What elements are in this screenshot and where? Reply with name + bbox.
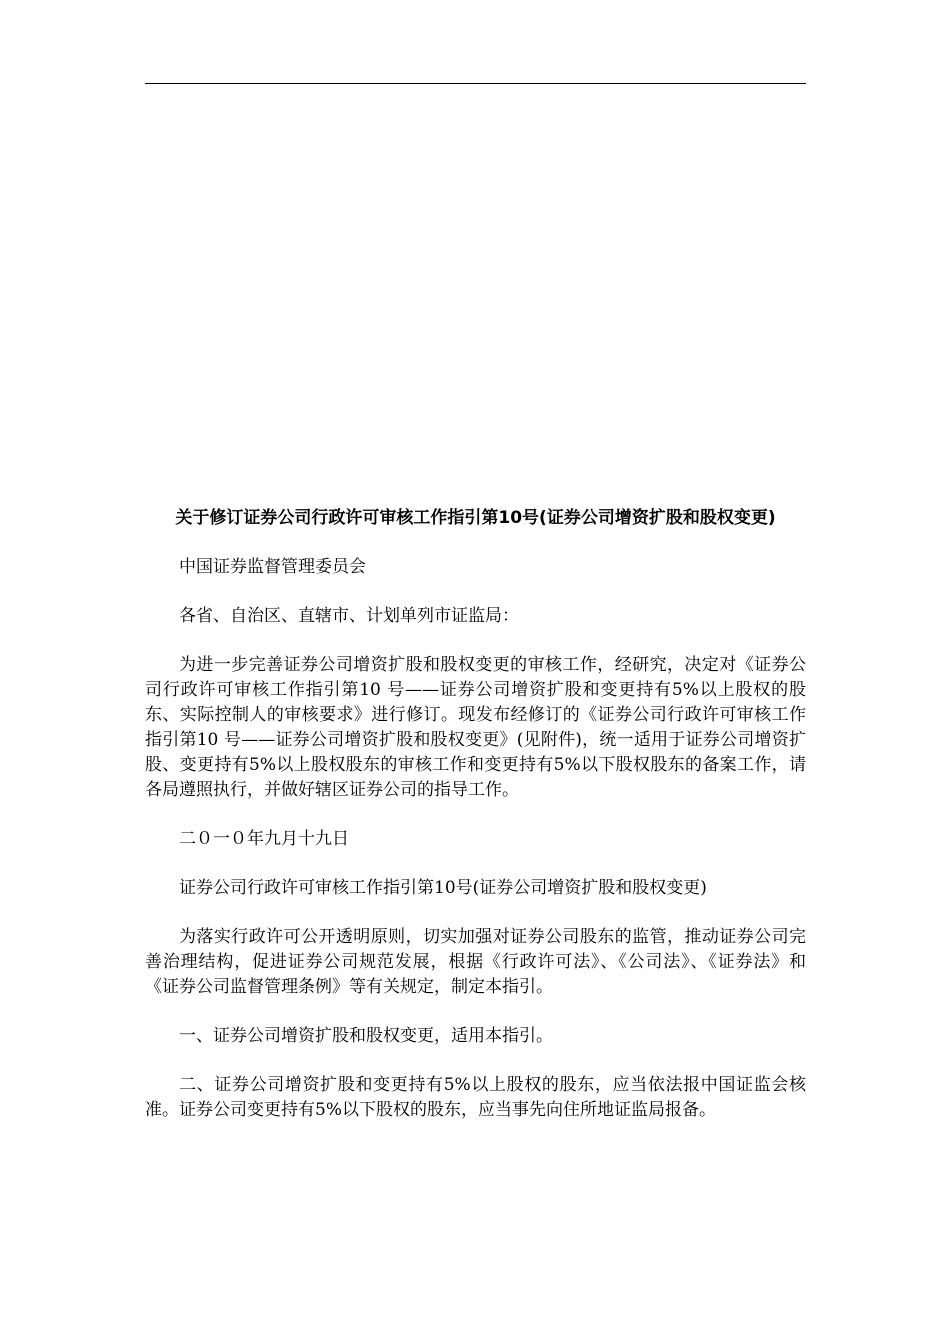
- article-2: 二、证券公司增资扩股和变更持有5%以上股权的股东，应当依法报中国证监会核准。证券公司变更持有5%以下股权的股东，应当事先向住所地证监局报备。: [145, 1075, 806, 1120]
- notice-paragraph: 为进一步完善证券公司增资扩股和股权变更的审核工作，经研究，决定对《证券公司行政许可审核工作指引第10 号——证券公司增资扩股和变更持有5%以上股权的股东、实际控制人的审核要求》进行修订。现发布经修订的《证券公司行政许可审核工作指引第10 号——证券公司增资扩股和股权变更》(见附件)，统一适用于证券公司增资扩股、变更持有5%以上股权股东的审核工作和变更持有5%以下股权股东的备案工作，请各局遵照执行，并做好辖区证券公司的指导工作。: [145, 655, 806, 800]
- document-title: 关于修订证券公司行政许可审核工作指引第10号(证券公司增资扩股和股权变更): [175, 508, 776, 528]
- addressee-line: 各省、自治区、直辖市、计划单列市证监局：: [179, 606, 519, 626]
- article-1: 一、证券公司增资扩股和股权变更，适用本指引。: [179, 1026, 553, 1046]
- purpose-paragraph: 为落实行政许可公开透明原则，切实加强对证券公司股东的监管，推动证券公司完善治理结构，促进证券公司规范发展，根据《行政许可法》、《公司法》、《证券法》和《证券公司监督管理条例》等有关规定，制定本指引。: [145, 927, 806, 997]
- attachment-title: 证券公司行政许可审核工作指引第10号(证券公司增资扩股和股权变更): [179, 878, 707, 898]
- header-rule: [145, 83, 806, 84]
- issuer-line: 中国证券监督管理委员会: [179, 557, 366, 577]
- date-line: 二０一０年九月十九日: [179, 829, 349, 849]
- document-body: [145, 506, 806, 1123]
